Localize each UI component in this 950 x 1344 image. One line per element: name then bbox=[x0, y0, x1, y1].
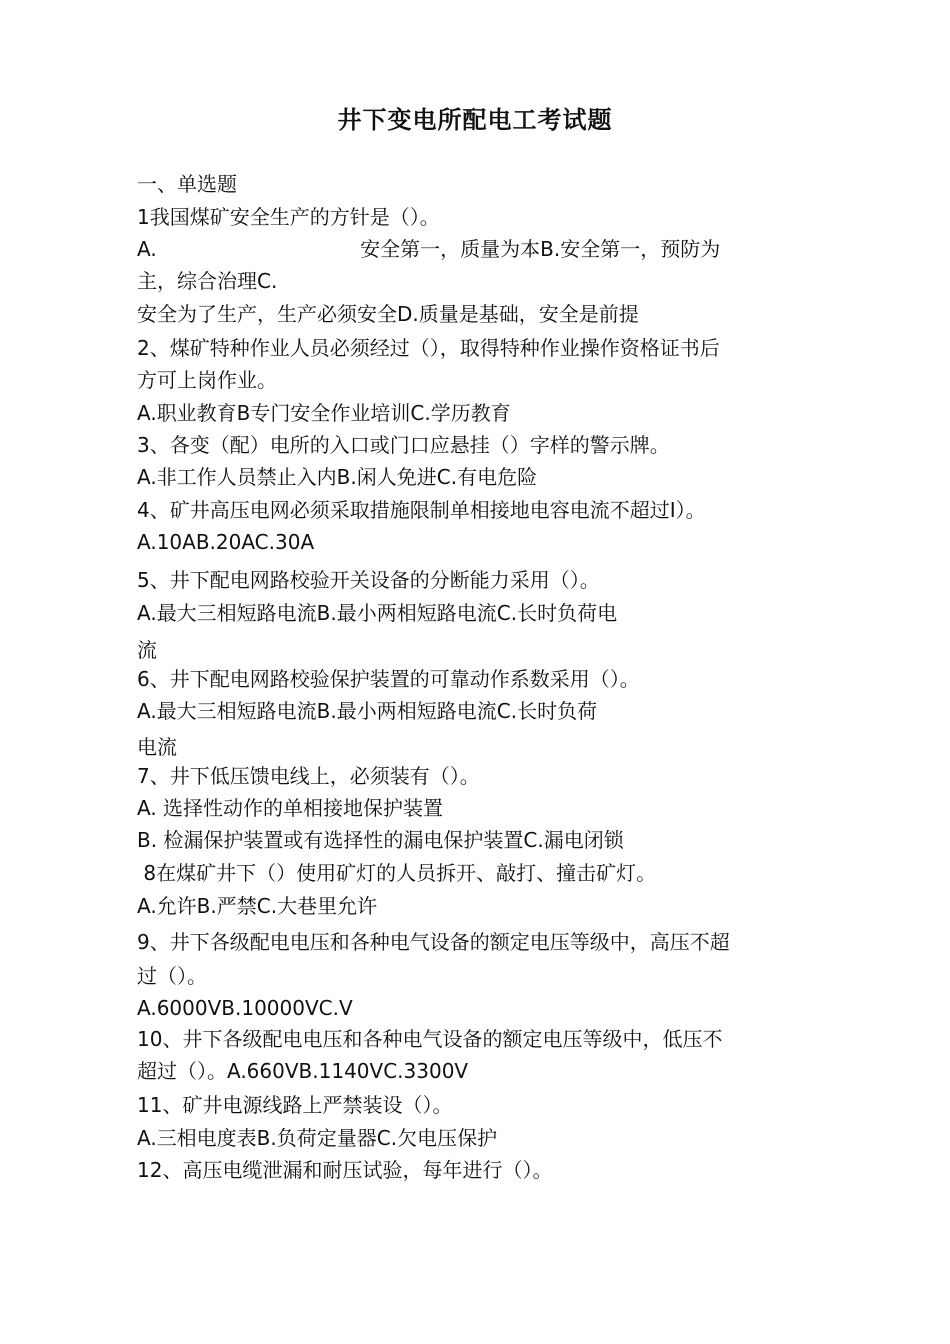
question-2-cont: 方可上岗作业。 bbox=[137, 368, 277, 392]
question-4-options: A.10AB.20AC.30A bbox=[137, 530, 315, 554]
question-9-options: A.6000VB.10000VC.V bbox=[137, 996, 353, 1020]
question-7: 7、井下低压馈电线上，必须装有（）。 bbox=[137, 764, 480, 788]
question-10: 10、井下各级配电电压和各种电气设备的额定电压等级中，低压不 bbox=[137, 1027, 723, 1051]
question-5: 5、井下配电网路校验开关设备的分断能力采用（）。 bbox=[137, 568, 600, 592]
question-2: 2、煤矿特种作业人员必须经过（），取得特种作业操作资格证书后 bbox=[137, 336, 720, 360]
question-12: 12、高压电缆泄漏和耐压试验，每年进行（）。 bbox=[137, 1158, 553, 1182]
question-8: 8在煤矿井下（）使用矿灯的人员拆开、敲打、撞击矿灯。 bbox=[137, 861, 657, 885]
question-5-options-cont: 流 bbox=[137, 638, 157, 662]
question-4: 4、矿井高压电网必须采取措施限制单相接地电容电流不超过I）。 bbox=[137, 498, 706, 522]
question-1: 1我国煤矿安全生产的方针是（）。 bbox=[137, 205, 440, 229]
question-1-options-cont: 主，综合治理C. bbox=[137, 269, 278, 293]
document-title: 井下变电所配电工考试题 bbox=[337, 106, 613, 134]
question-1-options-cont: 安全为了生产，生产必须安全D.质量是基础，安全是前提 bbox=[137, 302, 639, 326]
question-10-cont: 超过（）。A.660VB.1140VC.3300V bbox=[137, 1059, 469, 1083]
question-6: 6、井下配电网路校验保护装置的可靠动作系数采用（）。 bbox=[137, 667, 640, 691]
question-6-options: A.最大三相短路电流B.最小两相短路电流C.长时负荷 bbox=[137, 699, 598, 723]
question-9-cont: 过（）。 bbox=[137, 964, 207, 988]
question-7-option-a: A. 选择性动作的单相接地保护装置 bbox=[137, 796, 444, 820]
question-2-options: A.职业教育B专门安全作业培训C.学历教育 bbox=[137, 401, 511, 425]
question-3-options: A.非工作人员禁止入内B.闲人免进C.有电危险 bbox=[137, 465, 538, 489]
question-1-options: A. 安全第一，质量为本B.安全第一，预防为 bbox=[137, 237, 721, 261]
question-7-option-b: B. 检漏保护装置或有选择性的漏电保护装置C.漏电闭锁 bbox=[137, 828, 624, 852]
question-5-options: A.最大三相短路电流B.最小两相短路电流C.长时负荷电 bbox=[137, 601, 618, 625]
section-heading: 一、单选题 bbox=[137, 172, 237, 196]
question-3: 3、各变（配）电所的入口或门口应悬挂（）字样的警示牌。 bbox=[137, 433, 670, 457]
question-9: 9、井下各级配电电压和各种电气设备的额定电压等级中，高压不超 bbox=[137, 930, 730, 954]
question-11-options: A.三相电度表B.负荷定量器C.欠电压保护 bbox=[137, 1126, 498, 1150]
question-6-options-cont: 电流 bbox=[137, 735, 177, 759]
question-11: 11、矿井电源线路上严禁装设（）。 bbox=[137, 1093, 453, 1117]
question-8-options: A.允许B.严禁C.大巷里允许 bbox=[137, 894, 378, 918]
